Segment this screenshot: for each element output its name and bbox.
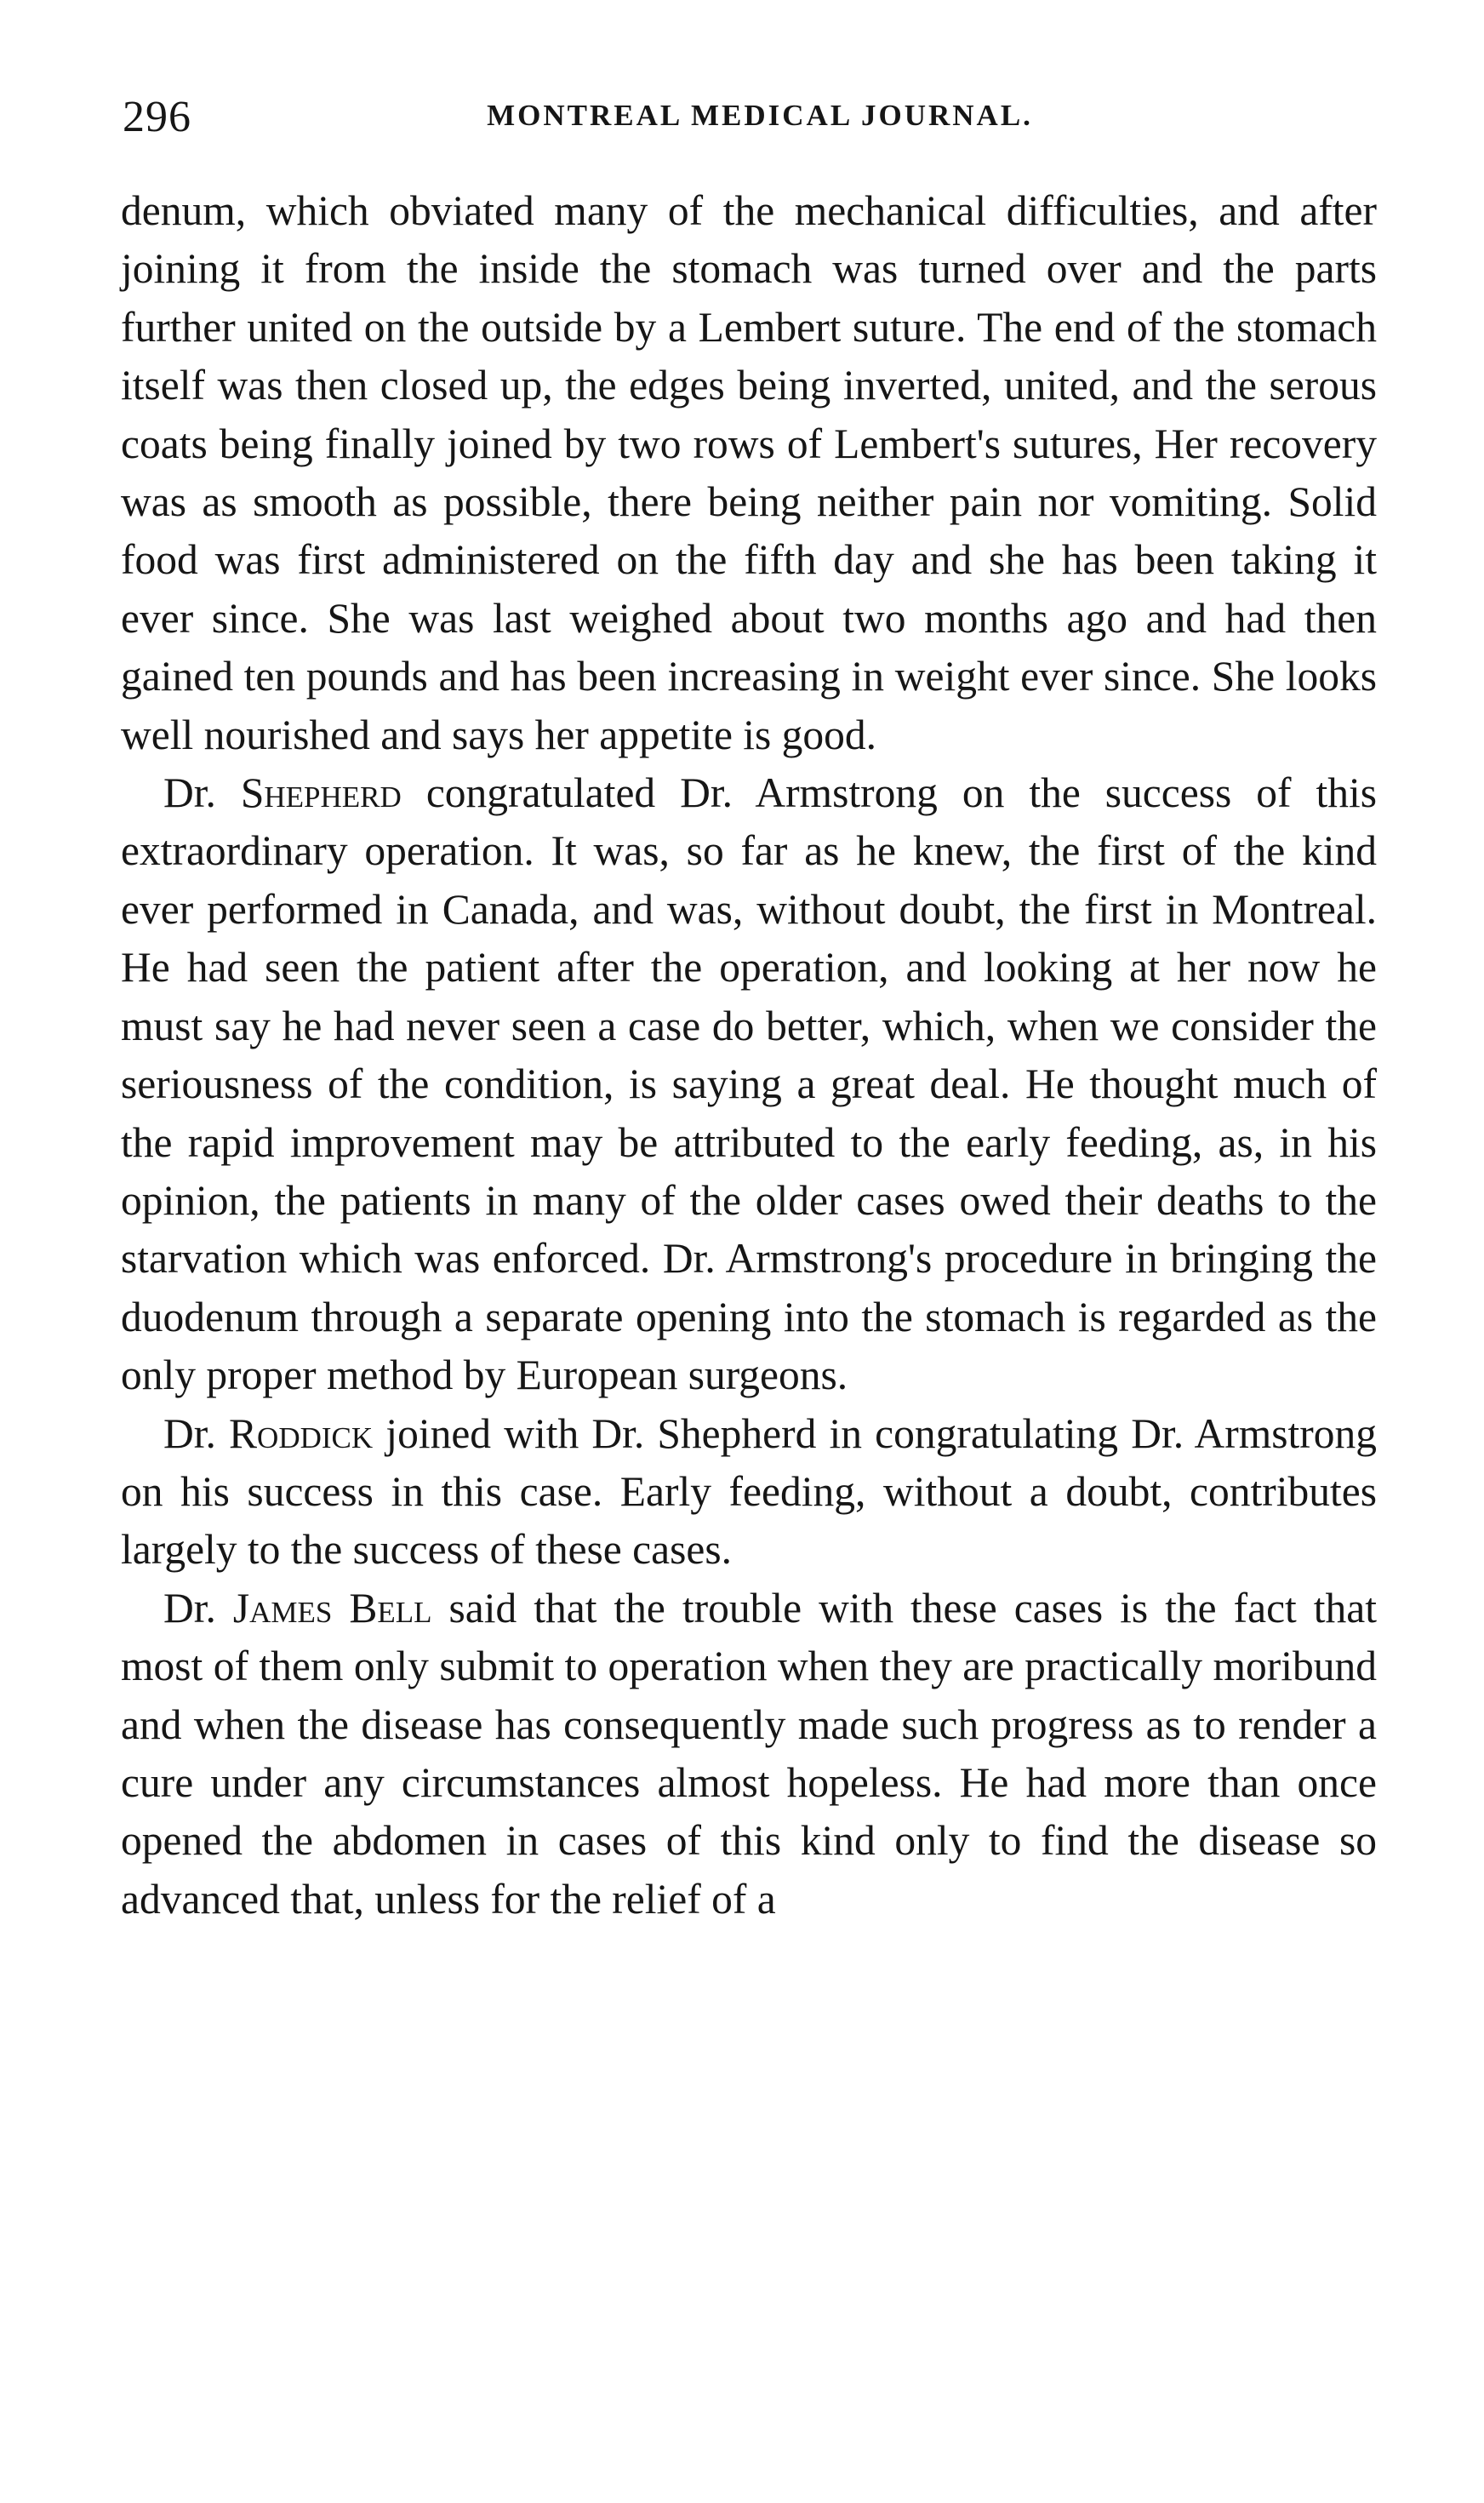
- paragraph-text: congratulated Dr. Armstrong on the success of this extraordinary operation. It was, so far as he knew, the first of the kind ever performed in Canada, and was, without doubt, the first in Montreal. He had seen the patient after the operation, and looking at her now he must say he had never seen a case do better, which, when we consider the seriousness of the condition, is saying a great deal. He thought much of the rapid improvement may be attributed to the early feeding, as, in his opinion, the patients in many of the older cases owed their deaths to the starvation which was enforced. Dr. Armstrong's procedure in bringing the duodenum through a separate opening into the stomach is regarded as the only proper method by European surgeons.: [121, 769, 1377, 1399]
- page-header: [117, 85, 1377, 153]
- speaker-prefix: Dr.: [163, 1409, 230, 1457]
- paragraph-bell: [121, 1580, 1377, 1929]
- paragraph-text: said that the trouble with these cases is the fact that most of them only submit to operation when they are practically moribund and when the disease has consequently made such progress as to render a cure under any circumstances almost hopeless. He had more than once opened the abdomen in cases of this kind only to find the disease so advanced that, unless for the relief of a: [121, 1584, 1378, 1923]
- page-number: 296: [123, 93, 191, 141]
- speaker-name: James Bell: [232, 1584, 432, 1632]
- article-body: [121, 182, 1377, 1929]
- speaker-prefix: Dr.: [163, 1584, 233, 1632]
- speaker-name: Shepherd: [240, 769, 402, 817]
- speaker-name: Roddick: [229, 1409, 374, 1457]
- paragraph-continuation: [121, 182, 1377, 764]
- speaker-prefix: Dr.: [163, 769, 241, 817]
- paragraph-shepherd: [121, 764, 1377, 1404]
- running-title: MONTREAL MEDICAL JOURNAL.: [487, 99, 1033, 132]
- paragraph-text: denum, which obviated many of the mechanical difficulties, and after joining it from the inside the stomach was turned over and the parts further united on the outside by a Lembert suture. The end of the stomach itself was then closed up, the edges being inverted, united, and the serous coats being finally joined by two rows of Lembert's sutures, Her recovery was as smooth as possible, there being neither pain nor vomiting. Solid food was first administered on the fifth day and she has been taking it ever since. She was last weighed about two months ago and had then gained ten pounds and has been increasing in weight ever since. She looks well nourished and says her appetite is good.: [121, 187, 1377, 758]
- paragraph-roddick: [121, 1405, 1377, 1580]
- paragraph-text: joined with Dr. Shepherd in congratulating Dr. Armstrong on his success in this case. Early feeding, without a doubt, contributes largely to the success of these cases.: [121, 1409, 1377, 1574]
